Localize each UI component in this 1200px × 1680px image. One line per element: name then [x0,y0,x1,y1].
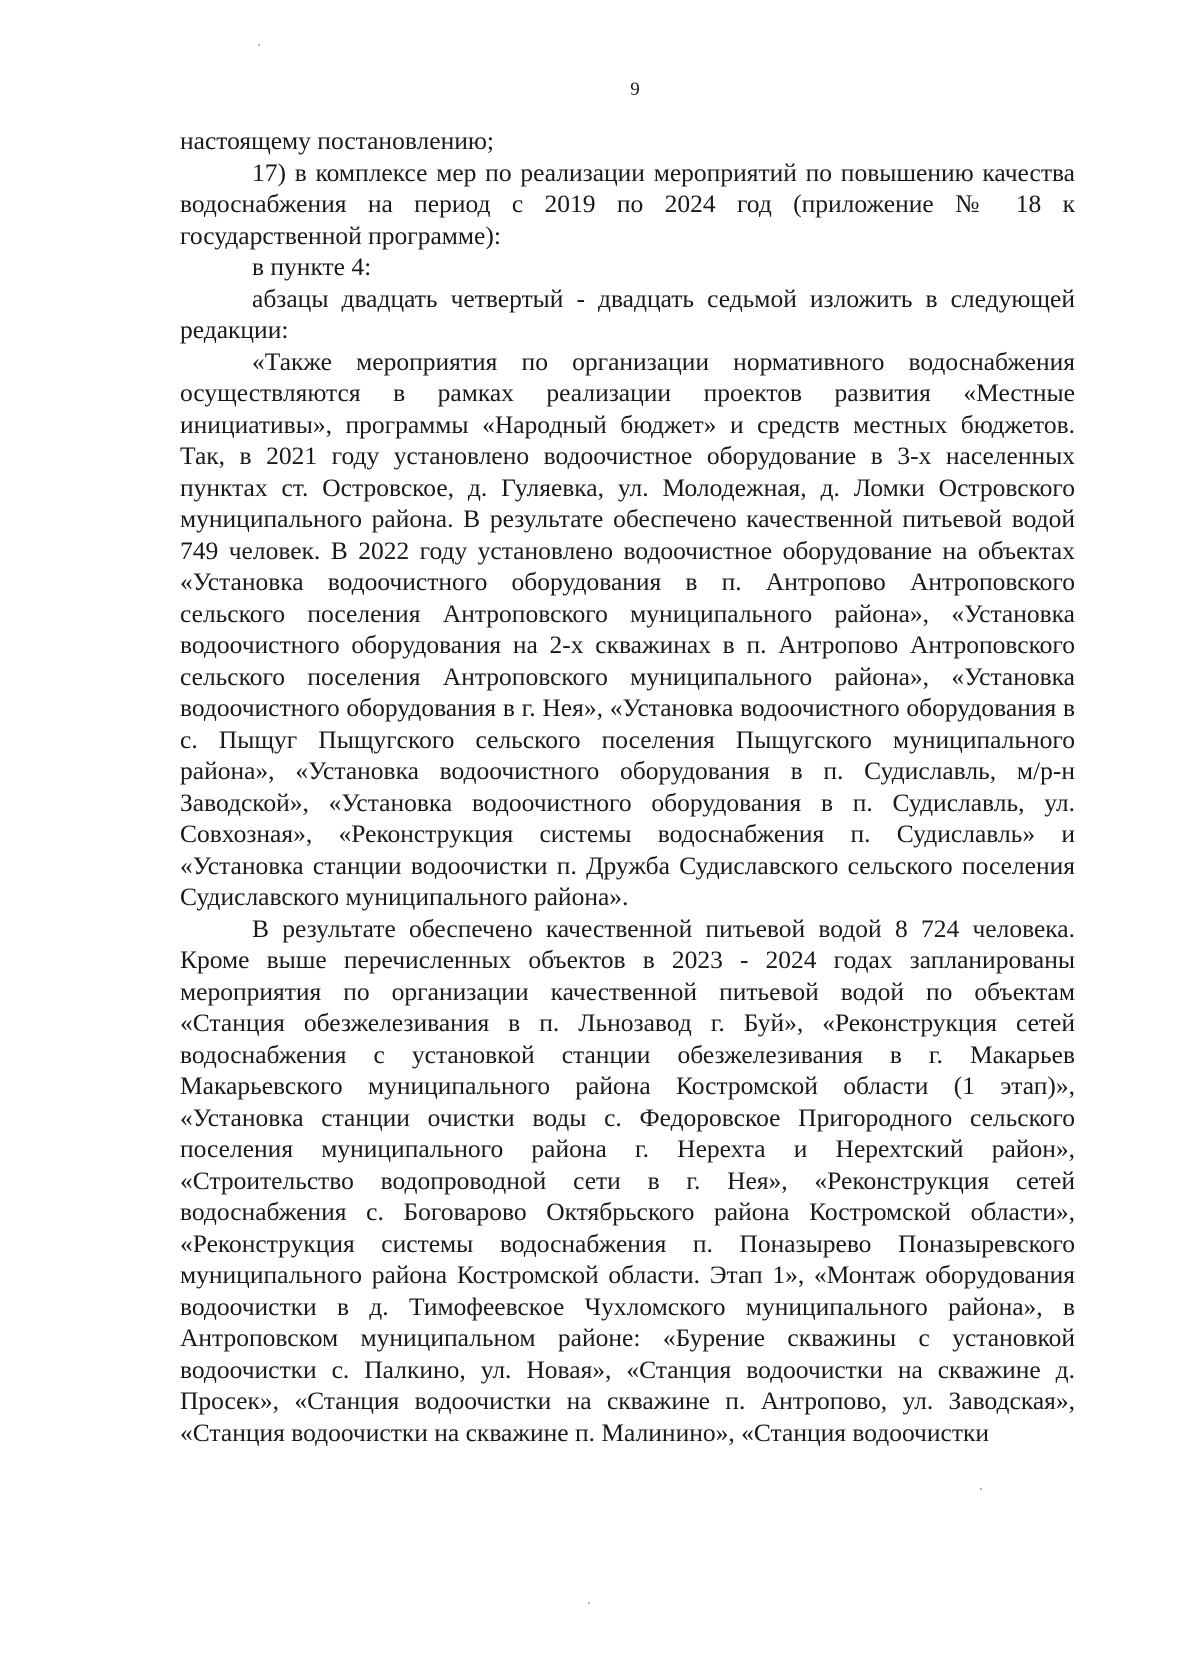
paragraph-continuation: настоящему постановлению; [180,126,494,155]
paragraph-results: В результате обеспечено качественной питьевой водой 8 724 человека. Кроме выше перечисленных объектов в 2023 - 2024 годах запланированы мероприятия по организации качественной питьевой водой по объектам «Станция обезжелезивания в п. Льнозавод г. Буй», «Реконструкция сетей водоснабжения с установкой станции обезжелезивания в г. Макарьев Макарьевского муниципального района Костромской области (1 этап)», «Установка станции очистки воды с. Федоровское Пригородного сельского поселения муниципального района г. Нерехта и Нерехтский район», «Строительство водопроводной сети в г. Нея», «Реконструкция сетей водоснабжения с. Боговарово Октябрьского района Костромской области», «Реконструкция системы водоснабжения п. Поназырево Поназыревского муниципального района Костромской области. Этап 1», «Монтаж оборудования водоочистки в д. Тимофеевское Чухломского муниципального района», в Антроповском муниципальном районе: «Бурение скважины с установкой водоочистки с. Палкино, ул. Новая», «Станция водоочистки на скважине д. Просек», «Станция водоочистки на скважине п. Антропово, ул. Заводская», «Станция водоочистки на скважине п. Малинино», «Станция водоочистки [180,913,1075,1447]
scan-speck [258,44,260,46]
scan-speck [588,1602,590,1604]
scan-speck [980,1488,982,1490]
document-body [180,125,1075,1448]
page-number: 9 [630,79,640,100]
paragraph-item-17: 17) в комплексе мер по реализации мероприятий по повышению качества водоснабжения на период с 2019 по 2024 год (приложение № 18 к государственной программе): [180,157,1075,250]
paragraph-clause-4: в пункте 4: [252,252,372,281]
paragraph-quoted-text: «Также мероприятия по организации нормативного водоснабжения осуществляются в рамках реализации проектов развития «Местные инициативы», программы «Народный бюджет» и средств местных бюджетов. Так, в 2021 году установлено водоочистное оборудование в 3-х населенных пунктах ст. Островское, д. Гуляевка, ул. Молодежная, д. Ломки Островского муниципального района. В результате обеспечено качественной питьевой водой 749 человек. В 2022 году установлено водоочистное оборудование на объектах «Установка водоочистного оборудования в п. Антропово Антроповского сельского поселения Антроповского муниципального района», «Установка водоочистного оборудования на 2-х скважинах в п. Антропово Антроповского сельского поселения Антроповского муниципального района», «Установка водоочистного оборудования в г. Нея», «Установка водоочистного оборудования в с. Пыщуг Пыщугского сельского поселения Пыщугского муниципального района», «Установка водоочистного оборудования в п. Судиславль, м/р-н Заводской», «Установка водоочистного оборудования в п. Судиславль, ул. Совхозная», «Реконструкция системы водоснабжения п. Судиславль» и «Установка станции водоочистки п. Дружба Судиславского сельского поселения Судиславского муниципального района». [180,346,1075,911]
paragraph-amendment-intro: абзацы двадцать четвертый - двадцать седьмой изложить в следующей редакции: [180,283,1075,344]
